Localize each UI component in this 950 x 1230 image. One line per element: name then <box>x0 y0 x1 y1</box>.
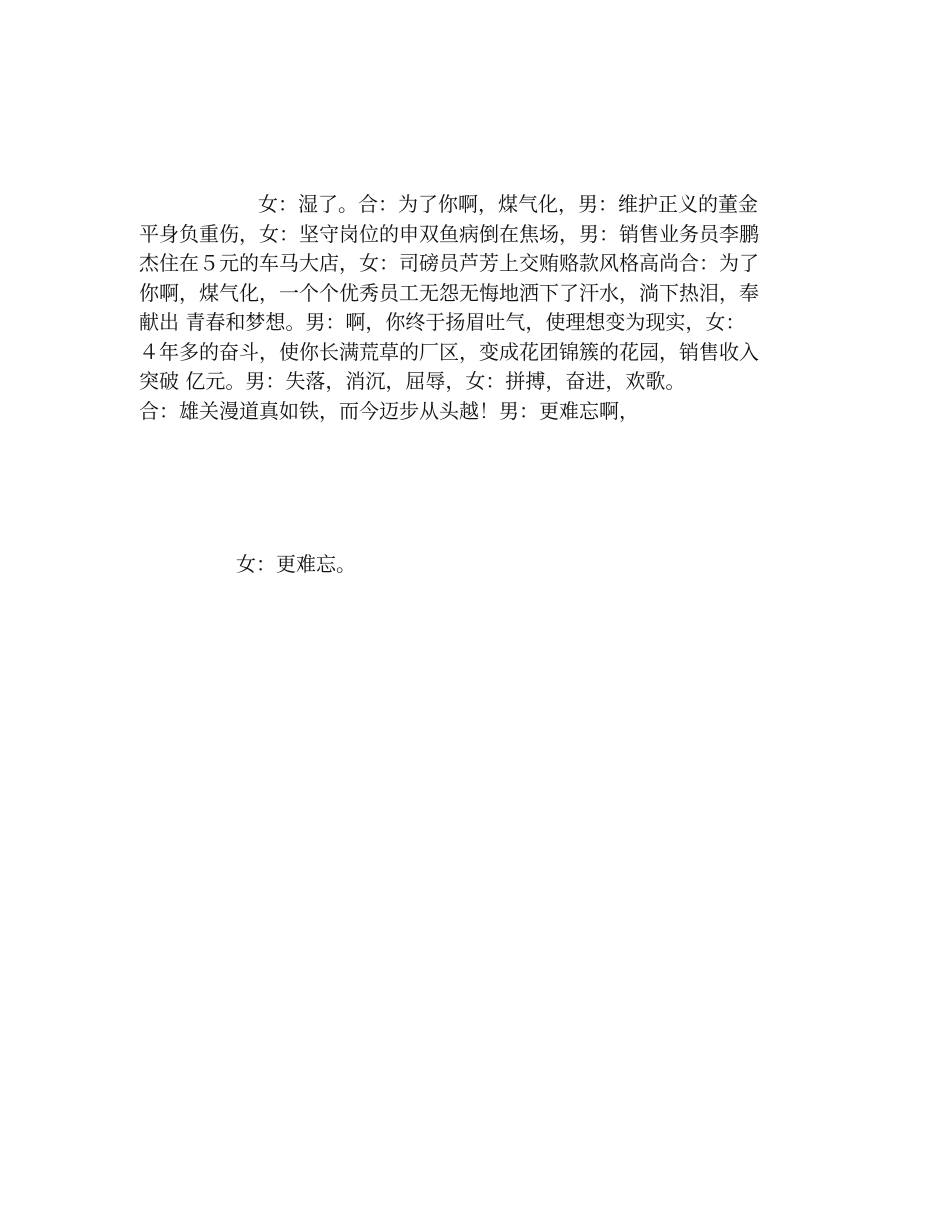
paragraph-line: 合：雄关漫道真如铁，而今迈步从头越！男：更难忘啊， <box>139 398 639 423</box>
body-paragraph <box>139 190 815 426</box>
paragraph-line: 你啊，煤气化，一个个优秀员工无怨无悔地洒下了汗水，淌下热泪，奉 <box>139 280 759 305</box>
closing-line: 女：更难忘。 <box>236 552 356 576</box>
paragraph-line: 杰住在５元的车马大店，女：司磅员芦芳上交贿赂款风格高尚合：为了 <box>139 251 759 275</box>
paragraph-line: 突破 亿元。男：失落，消沉，屈辱，女：拼搏，奋进，欢歌。 <box>139 369 686 393</box>
paragraph-line: 献出 青春和梦想。男：啊，你终于扬眉吐气，使理想变为现实，女： <box>139 310 746 334</box>
paragraph-line: 女：湿了。合：为了你啊，煤气化，男：维护正义的董金 <box>258 192 758 216</box>
paragraph-line: 平身负重伤，女：坚守岗位的申双鱼病倒在焦场，男：销售业务员李鹏 <box>139 221 759 246</box>
paragraph-line: ４年多的奋斗，使你长满荒草的厂区，变成花团锦簇的花园，销售收入 <box>139 339 759 364</box>
